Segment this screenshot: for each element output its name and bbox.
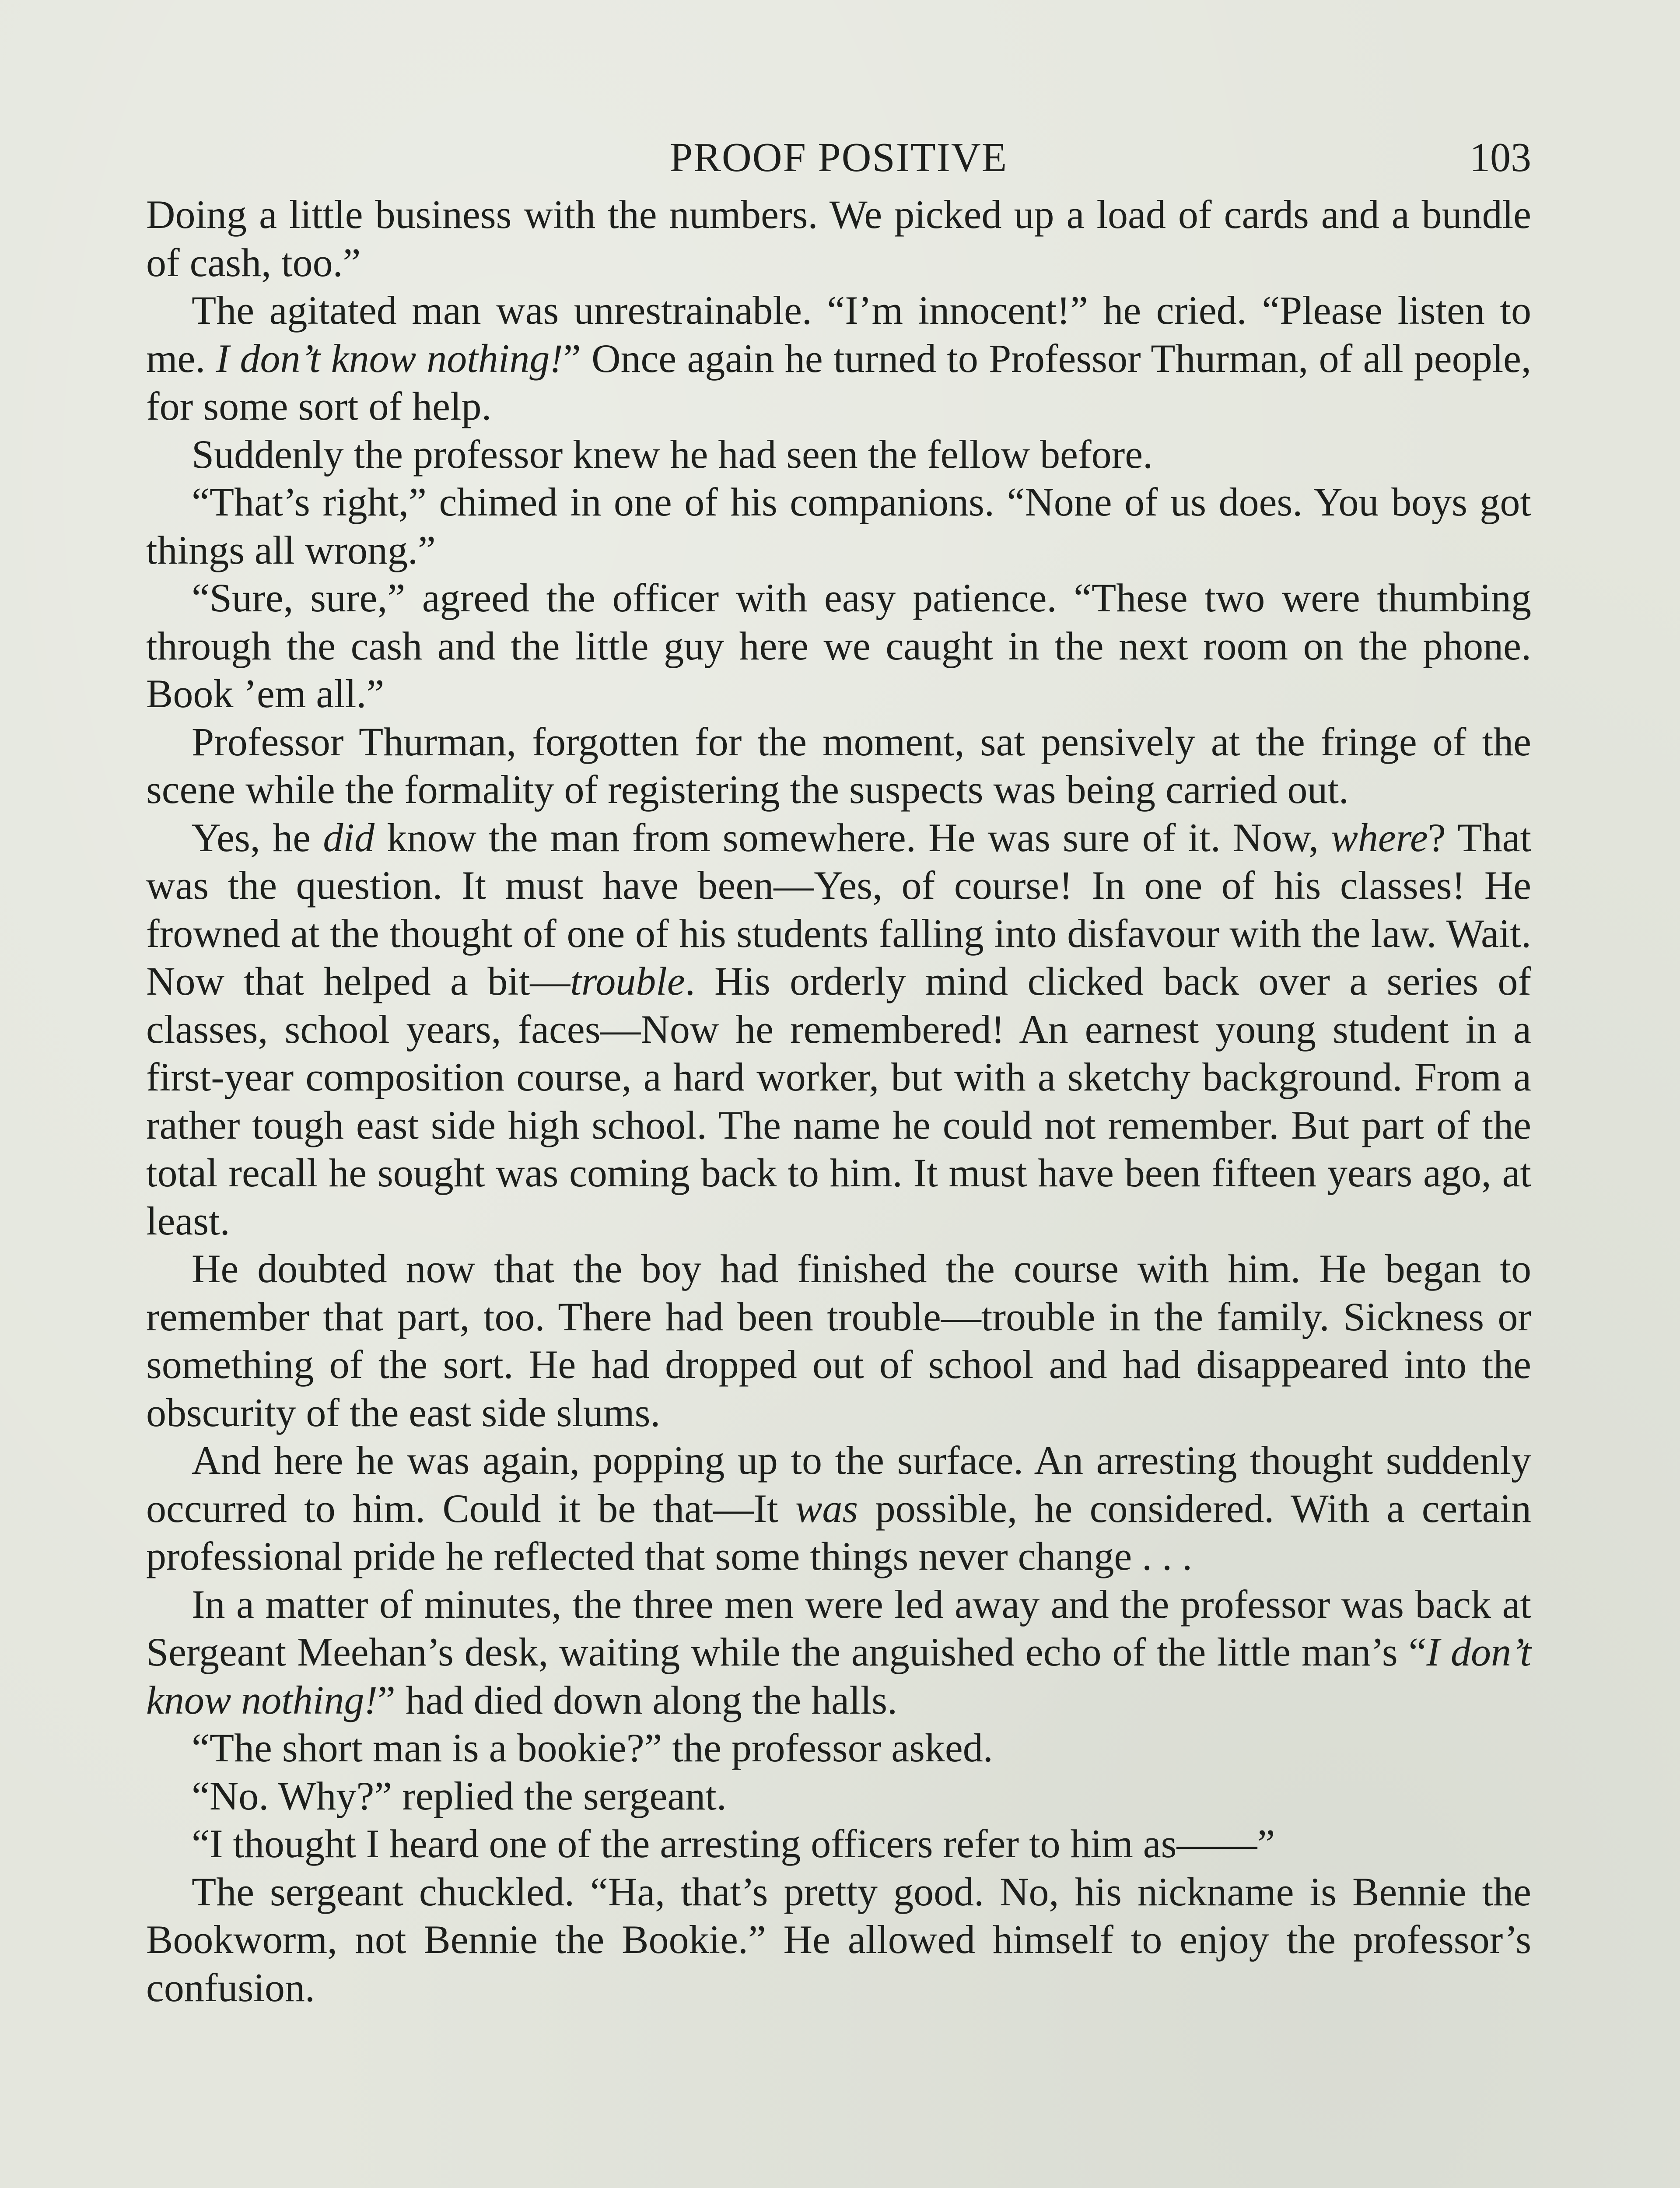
text-run: ” Once again he turned to Professor Thurman, of all people, for some sort of help. bbox=[146, 336, 1531, 428]
paragraph bbox=[146, 718, 1531, 814]
body-text bbox=[146, 191, 1531, 2012]
paragraph bbox=[146, 1868, 1531, 2012]
running-title: PROOF POSITIVE bbox=[669, 135, 1008, 180]
italic-text: where bbox=[1331, 815, 1428, 860]
text-run: And here he was again, popping up to the surface. An arresting thought suddenly occurred to him. Could it be that—It bbox=[146, 1438, 1531, 1531]
paragraph bbox=[146, 1437, 1531, 1581]
text-run: ? That was the question. It must have been—Yes, of course! In one of his classes! He frowned at the thought of one of his students falling into disfavour with the law. Wait. Now that helped a bit— bbox=[146, 815, 1532, 1003]
text-run: “The short man is a bookie?” the professor asked. bbox=[192, 1725, 993, 1770]
paragraph bbox=[146, 574, 1531, 718]
italic-text: did bbox=[323, 815, 374, 860]
text-run: “That’s right,” chimed in one of his companions. “None of us does. You boys got things all wrong.” bbox=[146, 480, 1531, 572]
paragraph bbox=[146, 1772, 1531, 1820]
paragraph bbox=[146, 1245, 1531, 1437]
text-run: “Sure, sure,” agreed the officer with easy patience. “These two were thumbing through the cash and the little guy here we caught in the next room on the phone. Book ’em all.” bbox=[146, 575, 1531, 716]
paragraph bbox=[146, 1724, 1531, 1772]
text-run: The agitated man was unrestrainable. “I’m innocent!” he cried. “Please listen to me. bbox=[146, 288, 1531, 381]
text-run: In a matter of minutes, the three men were led away and the professor was back at Sergeant Meehan’s desk, waiting while the anguished echo of the little man’s “ bbox=[146, 1581, 1531, 1674]
text-run: Doing a little business with the numbers. We picked up a load of cards and a bundle of cash, too.” bbox=[146, 192, 1531, 285]
paragraph bbox=[146, 191, 1531, 287]
paragraph bbox=[146, 478, 1531, 574]
text-run: Suddenly the professor knew he had seen the fellow before. bbox=[192, 431, 1153, 477]
text-run: know the man from somewhere. He was sure of it. Now, bbox=[374, 815, 1331, 860]
paragraph bbox=[146, 1581, 1531, 1725]
italic-text: trouble bbox=[570, 959, 685, 1003]
italic-text: was bbox=[795, 1486, 858, 1531]
page-number: 103 bbox=[1470, 135, 1531, 180]
text-run: The sergeant chuckled. “Ha, that’s pretty good. No, his nickname is Bennie the Bookworm, not Bennie the Bookie.” He allowed himself to enjoy the professor’s confusion. bbox=[146, 1869, 1531, 2010]
page-content bbox=[146, 127, 1531, 2012]
text-run: He doubted now that the boy had finished the course with him. He began to remember that part, too. There had been trouble—trouble in the family. Sickness or something of the sort. He had dropped out of school and had disappeared into the obscurity of the east side slums. bbox=[146, 1246, 1531, 1435]
text-run: possible, he considered. With a certain professional pride he reflected that some things never change . . . bbox=[146, 1486, 1531, 1578]
paragraph bbox=[146, 287, 1531, 431]
text-run: Yes, he bbox=[192, 815, 323, 860]
text-run: “No. Why?” replied the sergeant. bbox=[192, 1773, 727, 1818]
italic-text: I don’t know nothing! bbox=[216, 336, 563, 381]
text-run: “I thought I heard one of the arresting officers refer to him as——” bbox=[192, 1821, 1275, 1866]
paragraph bbox=[146, 1820, 1531, 1868]
text-run: ” had died down along the halls. bbox=[377, 1677, 898, 1722]
text-run: Professor Thurman, forgotten for the moment, sat pensively at the fringe of the scene while the formality of registering the suspects was being carried out. bbox=[146, 719, 1531, 812]
paragraph bbox=[146, 814, 1531, 1245]
paragraph bbox=[146, 431, 1531, 479]
text-run: . His orderly mind clicked back over a series of classes, school years, faces—Now he remembered! An earnest young student in a first-year composition course, a hard worker, but with a sketchy background. From a rather tough east side high school. The name he could not remember. But part of the total recall he sought was coming back to him. It must have been fifteen years ago, at least. bbox=[146, 959, 1531, 1243]
italic-text: I don’t know nothing! bbox=[146, 1630, 1531, 1722]
running-head bbox=[146, 127, 1531, 188]
